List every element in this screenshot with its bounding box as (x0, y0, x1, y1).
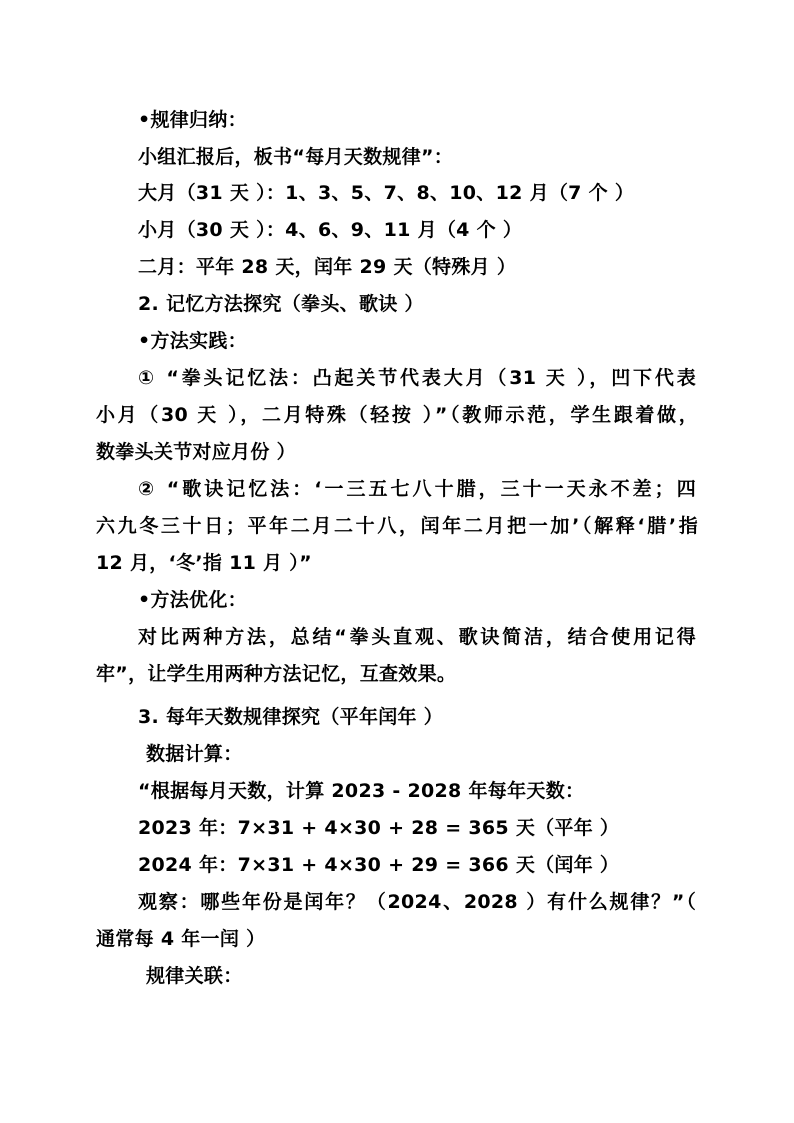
paragraph-line: 2024 年：7×31 + 4×30 + 29 = 366 天（闰年 ） (138, 854, 620, 876)
paragraph-line: 牢”，让学生用两种方法记忆，互查效果。 (96, 663, 457, 685)
paragraph-line: 对比两种方法，总结“拳头直观、歌诀简洁，结合使用记得 (138, 626, 696, 648)
paragraph-line: 六九冬三十日；平年二月二十八，闰年二月把一加’（解释‘腊’指 (96, 515, 698, 537)
paragraph-line: 小月（30 天 ），二月特殊（轻按 ）”（教师示范，学生跟着做， (96, 404, 698, 426)
paragraph-line: ② “歌诀记忆法：‘一三五七八十腊，三十一天永不差；四 (138, 478, 696, 500)
paragraph-line: 小组汇报后，板书“每月天数规律”： (138, 146, 454, 168)
paragraph-line: 12 月，‘冬’指 11 月 ）” (96, 552, 312, 574)
heading-method-practice: •方法实践： (138, 330, 247, 352)
paragraph-line: 通常每 4 年一闰 ） (96, 928, 266, 950)
heading-rule-summary: •规律归纳： (138, 109, 247, 131)
paragraph-line: 2023 年：7×31 + 4×30 + 28 = 365 天（平年 ） (138, 817, 620, 839)
paragraph-line: ① “拳头记忆法：凸起关节代表大月（31 天 ），凹下代表 (138, 367, 696, 389)
paragraph-line: 小月（30 天 ）：4、6、9、11 月（4 个 ） (138, 219, 523, 241)
heading-method-optimization: •方法优化： (138, 589, 247, 611)
section-heading-memory-methods: 2. 记忆方法探究（拳头、歌诀 ） (138, 293, 424, 315)
paragraph-line: 观察：哪些年份是闰年？（2024、2028 ）有什么规律？”（ (138, 891, 696, 913)
heading-rule-association: 规律关联： (146, 965, 243, 987)
paragraph-line: 二月：平年 28 天，闰年 29 天（特殊月 ） (138, 256, 517, 278)
paragraph-line: 数拳头关节对应月份 ） (96, 441, 296, 463)
paragraph-line: “根据每月天数，计算 2023 - 2028 年每年天数： (138, 780, 585, 802)
heading-data-calculation: 数据计算： (146, 743, 243, 765)
section-heading-yearly-days: 3. 每年天数规律探究（平年闰年 ） (138, 706, 444, 728)
paragraph-line: 大月（31 天 ）：1、3、5、7、8、10、12 月（7 个 ） (138, 182, 635, 204)
